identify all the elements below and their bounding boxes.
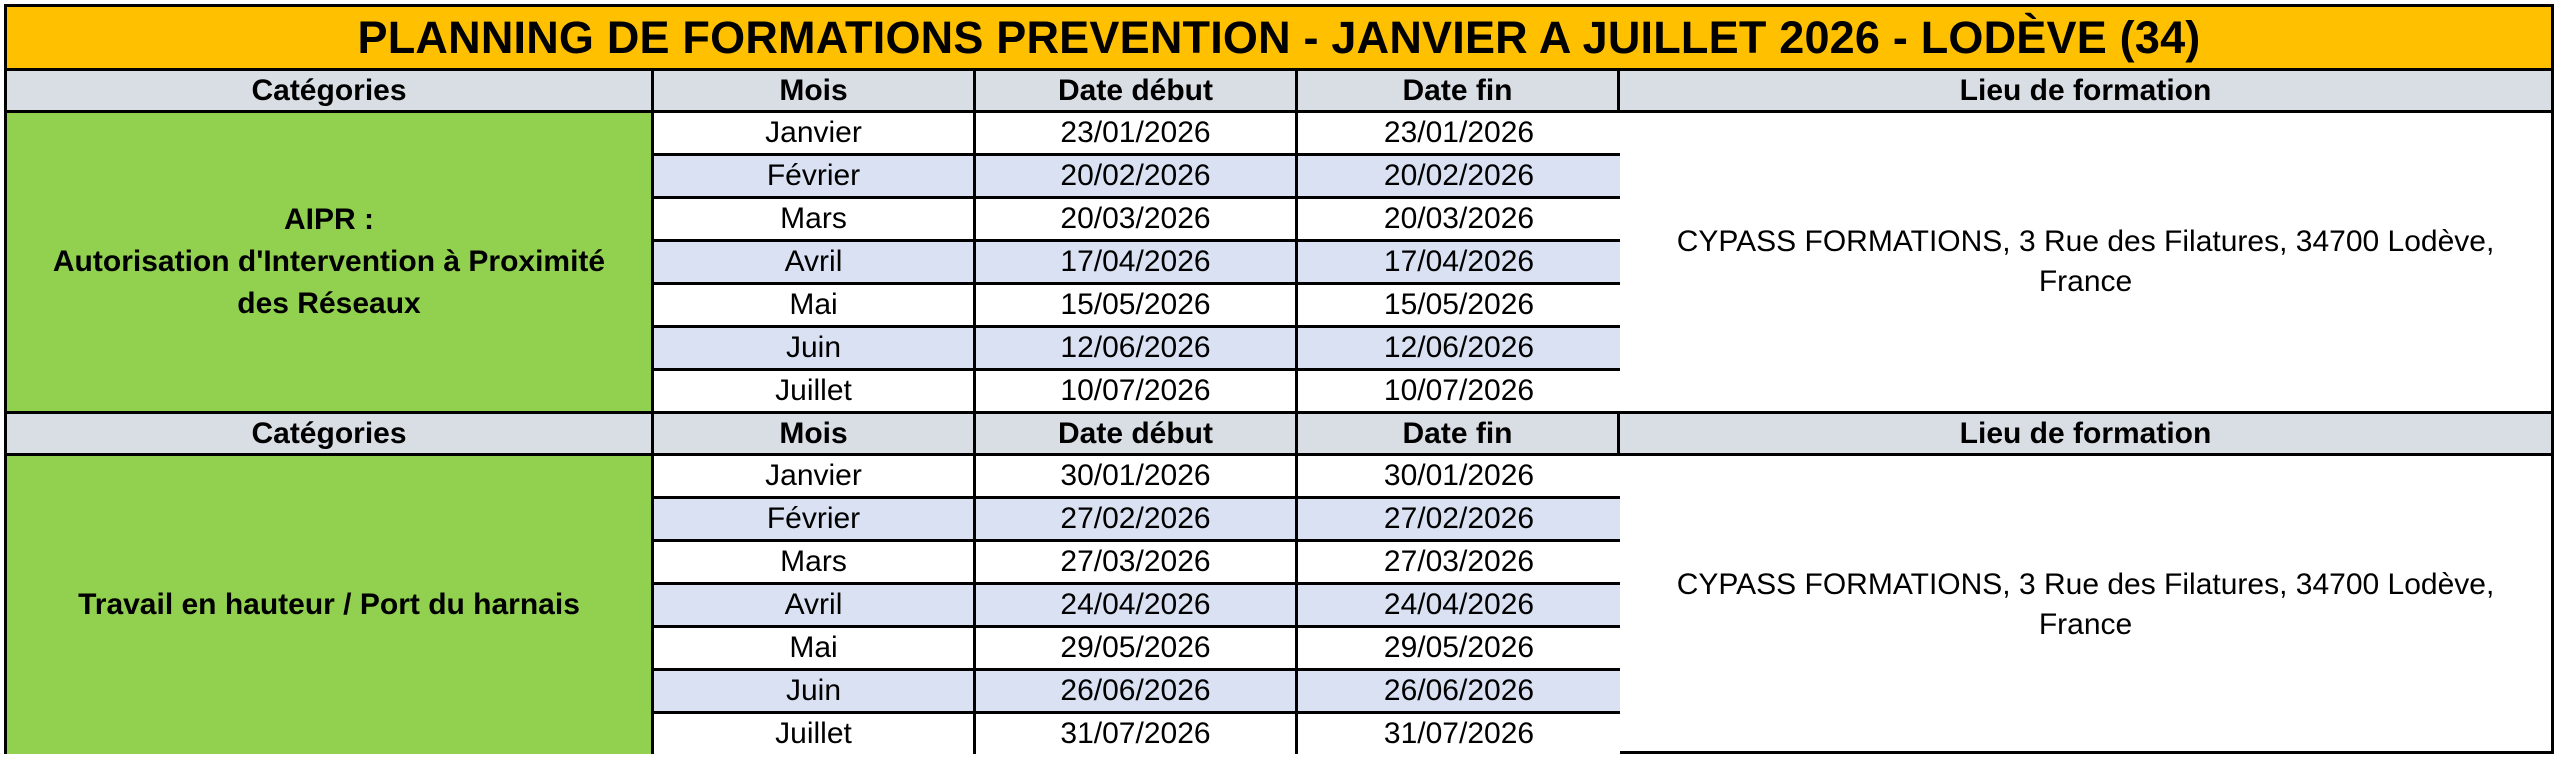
header-date-fin: Date fin — [1298, 71, 1620, 110]
cell-date-fin: 27/02/2026 — [1298, 499, 1620, 539]
cell-mois: Juin — [654, 671, 976, 711]
header-mois: Mois — [654, 414, 976, 453]
cell-date-fin: 15/05/2026 — [1298, 285, 1620, 325]
header-date-debut: Date début — [976, 71, 1298, 110]
cell-date-debut: 27/03/2026 — [976, 542, 1298, 582]
cell-date-debut: 23/01/2026 — [976, 113, 1298, 153]
cell-date-debut: 17/04/2026 — [976, 242, 1298, 282]
section-travail-hauteur — [7, 414, 2551, 754]
cell-date-debut: 24/04/2026 — [976, 585, 1298, 625]
planning-sheet — [4, 4, 2554, 754]
table-row — [654, 156, 1617, 199]
cell-mois: Avril — [654, 585, 976, 625]
cell-mois: Juin — [654, 328, 976, 368]
table-row — [654, 199, 1617, 242]
header-date-fin: Date fin — [1298, 414, 1620, 453]
cell-date-debut: 12/06/2026 — [976, 328, 1298, 368]
category-line: Autorisation d'Intervention à Proximité — [52, 245, 606, 278]
table-row — [654, 628, 1617, 671]
cell-date-fin: 17/04/2026 — [1298, 242, 1620, 282]
header-categories: Catégories — [7, 414, 654, 453]
cell-mois: Avril — [654, 242, 976, 282]
table-row — [654, 113, 1617, 156]
table-row — [654, 585, 1617, 628]
header-categories: Catégories — [7, 71, 654, 110]
cell-date-debut: 10/07/2026 — [976, 371, 1298, 411]
cell-mois: Mai — [654, 285, 976, 325]
header-date-debut: Date début — [976, 414, 1298, 453]
category-line: AIPR : — [283, 203, 374, 236]
section-aipr — [7, 71, 2551, 414]
cell-mois: Mars — [654, 542, 976, 582]
cell-mois: Janvier — [654, 456, 976, 496]
table-row — [654, 285, 1617, 328]
schedule-rows — [654, 113, 1620, 411]
cell-date-fin: 20/02/2026 — [1298, 156, 1620, 196]
cell-date-fin: 27/03/2026 — [1298, 542, 1620, 582]
page-title: PLANNING DE FORMATIONS PREVENTION - JANVIER A JUILLET 2026 - LODÈVE (34) — [7, 7, 2551, 71]
cell-date-debut: 15/05/2026 — [976, 285, 1298, 325]
section-body — [7, 113, 2551, 414]
header-mois: Mois — [654, 71, 976, 110]
table-row — [654, 542, 1617, 585]
category-line: des Réseaux — [237, 287, 421, 320]
table-header-row — [7, 414, 2551, 456]
cell-date-debut: 29/05/2026 — [976, 628, 1298, 668]
cell-mois: Juillet — [654, 371, 976, 411]
table-row — [654, 499, 1617, 542]
cell-date-fin: 12/06/2026 — [1298, 328, 1620, 368]
cell-date-debut: 20/03/2026 — [976, 199, 1298, 239]
category-cell — [7, 456, 654, 754]
cell-date-fin: 31/07/2026 — [1298, 714, 1620, 754]
table-row — [654, 328, 1617, 371]
header-lieu: Lieu de formation — [1959, 416, 2212, 450]
cell-mois: Juillet — [654, 714, 976, 754]
cell-date-fin: 24/04/2026 — [1298, 585, 1620, 625]
cell-date-fin: 26/06/2026 — [1298, 671, 1620, 711]
cell-date-fin: 20/03/2026 — [1298, 199, 1620, 239]
cell-mois: Mai — [654, 628, 976, 668]
lieu-cell: CYPASS FORMATIONS, 3 Rue des Filatures, 34700 Lodève, France — [1676, 568, 2495, 641]
cell-mois: Janvier — [654, 113, 976, 153]
category-cell — [7, 113, 654, 411]
table-row — [654, 714, 1617, 754]
cell-mois: Février — [654, 499, 976, 539]
table-row — [654, 456, 1617, 499]
header-lieu: Lieu de formation — [1959, 73, 2212, 107]
lieu-cell: CYPASS FORMATIONS, 3 Rue des Filatures, 34700 Lodève, France — [1676, 225, 2495, 298]
table-row — [654, 371, 1617, 411]
table-row — [654, 242, 1617, 285]
cell-mois: Février — [654, 156, 976, 196]
cell-mois: Mars — [654, 199, 976, 239]
cell-date-debut: 26/06/2026 — [976, 671, 1298, 711]
table-row — [654, 671, 1617, 714]
cell-date-debut: 30/01/2026 — [976, 456, 1298, 496]
cell-date-debut: 27/02/2026 — [976, 499, 1298, 539]
cell-date-fin: 29/05/2026 — [1298, 628, 1620, 668]
cell-date-debut: 31/07/2026 — [976, 714, 1298, 754]
cell-date-fin: 30/01/2026 — [1298, 456, 1620, 496]
cell-date-debut: 20/02/2026 — [976, 156, 1298, 196]
schedule-rows — [654, 456, 1620, 754]
table-header-row — [7, 71, 2551, 113]
category-line: Travail en hauteur / Port du harnais — [78, 588, 580, 621]
cell-date-fin: 10/07/2026 — [1298, 371, 1620, 411]
cell-date-fin: 23/01/2026 — [1298, 113, 1620, 153]
section-body — [7, 456, 2551, 754]
